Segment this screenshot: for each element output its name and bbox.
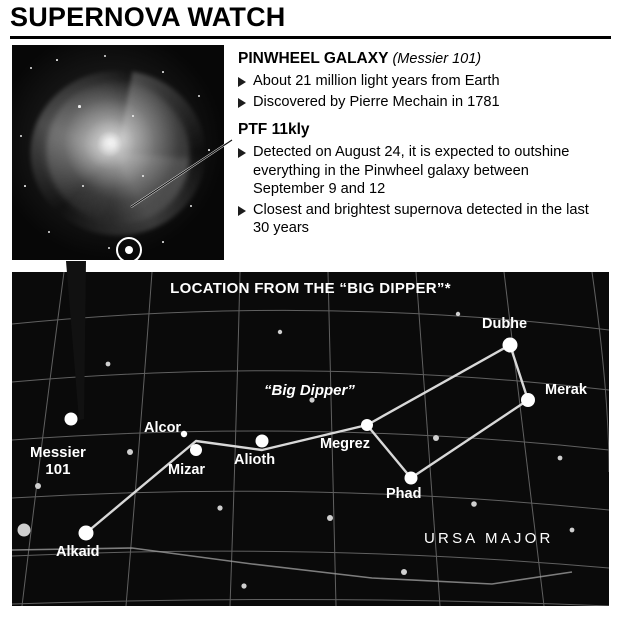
star-messier-101 (65, 413, 78, 426)
background-star (82, 185, 84, 187)
galaxy-bullet-1: About 21 million light years from Earth (253, 73, 500, 89)
background-star (208, 149, 210, 151)
supernova-point (125, 246, 133, 254)
label-alkaid: Alkaid (56, 544, 100, 560)
triangle-bullet-icon (238, 206, 246, 216)
title-divider (10, 36, 611, 39)
background-star (162, 241, 164, 243)
star-phad (405, 472, 418, 485)
list-item (238, 72, 613, 91)
background-star (162, 71, 164, 73)
star-mizar (190, 444, 202, 456)
label-mizar: Mizar (168, 462, 206, 478)
galaxy-heading-text: PINWHEEL GALAXY (238, 50, 389, 67)
background-star (198, 95, 200, 97)
galaxy-heading-alt: (Messier 101) (392, 51, 482, 67)
supernova-marker-circle (116, 237, 142, 260)
label-alcor: Alcor (144, 420, 182, 436)
triangle-bullet-icon (238, 98, 246, 108)
star-map (12, 272, 609, 606)
background-star (78, 105, 81, 108)
asterism-label: “Big Dipper” (264, 382, 355, 399)
background-star (190, 205, 192, 207)
star-alcor (181, 431, 187, 437)
star-merak (521, 393, 535, 407)
background-star (24, 185, 26, 187)
label-dubhe: Dubhe (482, 316, 528, 332)
info-panel (238, 50, 613, 240)
list-item (238, 201, 613, 238)
background-star (20, 135, 22, 137)
label-messier-101-line1: Messier (30, 444, 86, 461)
background-star (48, 231, 50, 233)
triangle-bullet-icon (238, 77, 246, 87)
star-megrez (361, 419, 373, 431)
label-merak: Merak (545, 382, 587, 398)
page-title: SUPERNOVA WATCH (10, 2, 286, 32)
pinwheel-galaxy-photo (12, 45, 224, 260)
background-star (56, 59, 58, 61)
background-star (104, 55, 106, 57)
background-star (30, 67, 32, 69)
list-item (238, 93, 613, 112)
background-star (108, 247, 110, 249)
galaxy-spiral-arms-secondary (18, 54, 217, 252)
star-dubhe (503, 338, 518, 353)
galaxy-heading (238, 50, 613, 68)
star-alkaid (79, 526, 94, 541)
label-alioth: Alioth (234, 452, 276, 468)
ptf-bullet-2: Closest and brightest supernova detected in the last 30 years (253, 201, 589, 236)
label-messier-101 (30, 444, 86, 478)
label-megrez: Megrez (320, 436, 370, 452)
map-title: LOCATION FROM THE “BIG DIPPER”* (170, 280, 451, 297)
galaxy-bullet-2: Discovered by Pierre Mechain in 1781 (253, 93, 500, 110)
list-item (238, 143, 613, 199)
label-messier-101-line2: 101 (45, 461, 71, 478)
ptf-heading: PTF 11kly (238, 121, 310, 138)
ptf-bullet-1: Detected on August 24, it is expected to outshine everything in the Pinwheel galaxy between September 9 and 12 (253, 144, 570, 197)
label-phad: Phad (386, 486, 422, 502)
constellation-label: URSA MAJOR (424, 530, 554, 547)
star-alioth (256, 435, 269, 448)
triangle-bullet-icon (238, 148, 246, 158)
